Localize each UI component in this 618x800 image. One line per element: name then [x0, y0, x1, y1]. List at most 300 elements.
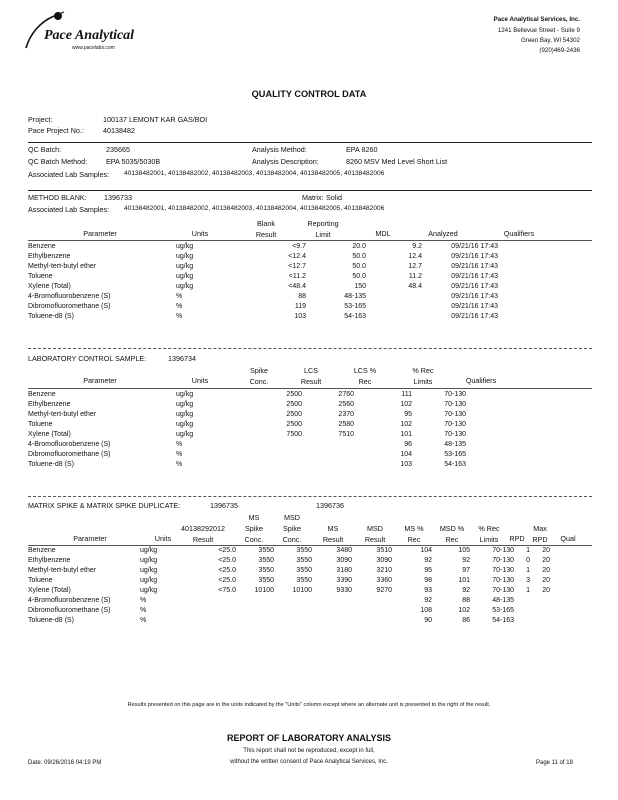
msd-row: [28, 616, 574, 626]
mb-row: [28, 272, 558, 282]
analysis-method-label: Analysis Method:: [252, 145, 307, 154]
qc-batch-value: 235665: [106, 145, 130, 154]
company-address-2: Green Bay, WI 54302: [520, 37, 580, 44]
logo-url: www.pacelabs.com: [72, 45, 115, 51]
mb-header-qualifiers: Qualifiers: [503, 229, 535, 238]
mb-cell: 09/21/16 17:43: [451, 243, 498, 250]
mb-cell: 103: [294, 313, 306, 320]
msd-cell: 90: [424, 617, 432, 624]
lcs-cell: 2580: [338, 421, 354, 428]
lcs-cell: 53-165: [444, 451, 466, 458]
msd-cell: ug/kg: [140, 557, 158, 564]
page-number: Page 11 of 18: [536, 760, 573, 766]
msd-table: [28, 546, 574, 626]
lcs-header-parameter: Parameter: [83, 376, 117, 385]
lcs-cell: Xylene (Total): [28, 431, 71, 438]
msd-cell: 20: [542, 567, 550, 574]
mb-cell: 09/21/16 17:43: [451, 253, 498, 260]
msd-header-rec-limits: % Rec Limits: [478, 524, 500, 544]
msd-cell: [312, 596, 352, 606]
lcs-cell: [302, 440, 354, 450]
msd-header-parameter: Parameter: [73, 534, 107, 543]
lcs-cell: Toluene: [28, 421, 53, 428]
msd-row: [28, 556, 574, 566]
mb-cell: 150: [354, 283, 366, 290]
lcs-cell: 111: [401, 391, 412, 398]
msd-cell: [194, 606, 236, 616]
mb-cell: 09/21/16 17:43: [451, 283, 498, 290]
analysis-description-value: 8260 MSV Med Level Short List: [346, 157, 448, 166]
qc-batch-label: QC Batch:: [28, 145, 62, 154]
msd-cell: [274, 616, 312, 626]
mb-cell: Toluene: [28, 273, 53, 280]
mb-cell: 53-165: [344, 303, 366, 310]
msd-cell: Toluene-d8 (S): [28, 617, 74, 624]
msd-cell: [194, 616, 236, 626]
msd-header-rpd: RPD: [509, 534, 525, 543]
mb-cell: 54-163: [344, 313, 366, 320]
mb-cell: <12.7: [288, 263, 306, 270]
lcs-row: [28, 450, 526, 460]
msd-cell: [550, 566, 574, 576]
lcs-cell: [466, 460, 526, 470]
lcs-cell: 2500: [286, 421, 302, 428]
msd-row: [28, 606, 574, 616]
matrix-value: Solid: [326, 193, 342, 202]
msd-cell: 3180: [336, 567, 352, 574]
mb-cell: 12.4: [408, 253, 422, 260]
analysis-description-label: Analysis Description:: [252, 157, 319, 166]
header-rule: [28, 240, 592, 241]
mb-cell: [498, 242, 558, 252]
msd-cell: ug/kg: [140, 577, 158, 584]
lcs-cell: %: [176, 441, 183, 448]
msd-cell: Methyl-tert-butyl ether: [28, 567, 97, 574]
msd-cell: 3550: [296, 557, 312, 564]
mb-cell: ug/kg: [176, 283, 194, 290]
msd-cell: 53-165: [492, 607, 514, 614]
lcs-cell: 7510: [338, 431, 354, 438]
msd-cell: 101: [458, 577, 470, 584]
msd-cell: [312, 616, 352, 626]
msd-cell: 97: [462, 567, 470, 574]
msd-cell: [194, 596, 236, 606]
mb-cell: 9.2: [412, 243, 422, 250]
lcs-header-spike-conc: Spike Conc.: [249, 366, 269, 386]
mb-header-analyzed: Analyzed: [428, 229, 458, 238]
page-title: QUALITY CONTROL DATA: [251, 89, 367, 99]
msd-cell: ug/kg: [140, 547, 158, 554]
company-name: Pace Analytical Services, Inc.: [493, 16, 580, 23]
lcs-cell: [466, 410, 526, 420]
msd-cell: 3550: [296, 577, 312, 584]
lcs-header-qualifiers: Qualifiers: [465, 376, 497, 385]
mb-cell: [498, 272, 558, 282]
method-blank-label: METHOD BLANK:: [28, 193, 87, 202]
mb-cell: <9.7: [292, 243, 306, 250]
divider: [28, 142, 592, 143]
company-logo: [20, 8, 140, 54]
mb-cell: Ethylbenzene: [28, 253, 71, 260]
lcs-cell: ug/kg: [176, 431, 194, 438]
msd-cell: 1: [526, 547, 530, 554]
lcs-cell: 2560: [338, 401, 354, 408]
msd-header-msd-spike: MSD Spike Conc.: [282, 513, 302, 544]
msd-cell: Xylene (Total): [28, 587, 71, 594]
msd-cell: 98: [424, 577, 432, 584]
msd-cell: 54-163: [492, 617, 514, 624]
ms-id: 1396735: [210, 501, 238, 510]
msd-cell: [550, 556, 574, 566]
mb-cell: 09/21/16 17:43: [451, 263, 498, 270]
msd-cell: Ethylbenzene: [28, 557, 71, 564]
lcs-cell: Dibromofluoromethane (S): [28, 451, 111, 458]
msd-cell: 3550: [296, 567, 312, 574]
msd-cell: [352, 606, 392, 616]
lcs-header-lcs-rec: LCS % Rec: [353, 366, 377, 386]
msd-cell: 95: [424, 567, 432, 574]
mb-header-blank-result: Blank Result: [255, 219, 277, 239]
msd-cell: 3360: [376, 577, 392, 584]
msd-cell: [550, 616, 574, 626]
msd-cell: [274, 596, 312, 606]
project-value: 100137 LEMONT KAR GAS/BOI: [103, 115, 208, 124]
msd-cell: 1: [526, 587, 530, 594]
mb-cell: 20.0: [352, 243, 366, 250]
msd-row: [28, 576, 574, 586]
msd-cell: [236, 596, 274, 606]
lcs-row: [28, 400, 526, 410]
mb-cell: [498, 252, 558, 262]
msd-row: [28, 546, 574, 556]
msd-cell: 3550: [258, 547, 274, 554]
mb-cell: 12.7: [408, 263, 422, 270]
mb-header-parameter: Parameter: [83, 229, 117, 238]
mb-cell: ug/kg: [176, 243, 194, 250]
msd-cell: [352, 616, 392, 626]
msd-cell: [514, 596, 530, 606]
method-blank-id: 1396733: [104, 193, 132, 202]
mb-cell: [498, 292, 558, 302]
lcs-cell: %: [176, 451, 183, 458]
msd-cell: [274, 606, 312, 616]
msd-cell: 70-130: [492, 547, 514, 554]
msd-cell: [550, 606, 574, 616]
msd-cell: [236, 616, 274, 626]
lcs-header-lcs-result: LCS Result: [300, 366, 322, 386]
mb-cell: 50.0: [352, 253, 366, 260]
mb-row: [28, 252, 558, 262]
lcs-cell: ug/kg: [176, 401, 194, 408]
msd-cell: 108: [420, 607, 432, 614]
method-blank-table: [28, 242, 558, 322]
mb-cell: 09/21/16 17:43: [451, 313, 498, 320]
mb-cell: <48.4: [288, 283, 306, 290]
associated-samples-value: 40138482001, 40138482002, 40138482003, 40138482004, 40138482005, 40138482006: [124, 170, 385, 177]
msd-cell: 48-135: [492, 597, 514, 604]
msd-cell: 70-130: [492, 587, 514, 594]
mb-associated-samples-value: 40138482001, 40138482002, 40138482003, 40138482004, 40138482005, 40138482006: [124, 205, 385, 212]
msd-cell: [530, 606, 550, 616]
mb-cell: [498, 312, 558, 322]
mb-cell: <11.2: [288, 273, 306, 280]
msd-cell: Dibromofluoromethane (S): [28, 607, 111, 614]
msd-cell: <25.0: [218, 577, 236, 584]
msd-header-qual: Qual: [560, 534, 576, 543]
msd-row: [28, 566, 574, 576]
msd-cell: 70-130: [492, 557, 514, 564]
msd-cell: [236, 606, 274, 616]
mb-cell: 50.0: [352, 273, 366, 280]
msd-cell: 102: [458, 607, 470, 614]
msd-cell: [530, 616, 550, 626]
mb-cell: 11.2: [408, 273, 422, 280]
msd-cell: <75.0: [218, 587, 236, 594]
associated-samples-label: Associated Lab Samples:: [28, 170, 110, 179]
pace-project-value: 40138482: [103, 126, 135, 135]
mb-cell: [366, 312, 422, 322]
mb-cell: %: [176, 303, 183, 310]
mb-cell: Toluene-d8 (S): [28, 313, 74, 320]
units-note: Results presented on this page are in the units indicated by the "Units" column except where an alternate unit is presented to the right of the result.: [127, 702, 491, 708]
project-label: Project:: [28, 115, 53, 124]
mb-cell: 4-Bromofluorobenzene (S): [28, 293, 111, 300]
lcs-cell: ug/kg: [176, 391, 194, 398]
msd-cell: 105: [458, 547, 470, 554]
lcs-cell: ug/kg: [176, 411, 194, 418]
msd-cell: 92: [424, 557, 432, 564]
mb-cell: [366, 292, 422, 302]
qc-batch-method-label: QC Batch Method:: [28, 157, 88, 166]
lcs-cell: 101: [400, 431, 412, 438]
msd-header-units: Units: [154, 534, 172, 543]
mb-row: [28, 262, 558, 272]
msd-cell: %: [140, 607, 147, 614]
msd-cell: 3550: [296, 547, 312, 554]
mb-cell: ug/kg: [176, 253, 194, 260]
msd-cell: 20: [542, 557, 550, 564]
msd-cell: [550, 576, 574, 586]
company-phone: (920)469-2436: [539, 47, 580, 54]
msd-cell: 104: [420, 547, 432, 554]
lcs-cell: 95: [404, 411, 412, 418]
msd-cell: [312, 606, 352, 616]
lcs-cell: 103: [400, 461, 412, 468]
msd-cell: [514, 606, 530, 616]
lcs-cell: [466, 400, 526, 410]
lcs-cell: 70-130: [444, 431, 466, 438]
msd-cell: 0: [526, 557, 530, 564]
lcs-cell: Benzene: [28, 391, 56, 398]
lcs-cell: 70-130: [444, 391, 466, 398]
header-rule: [28, 388, 592, 389]
msd-cell: 20: [542, 547, 550, 554]
mb-cell: %: [176, 313, 183, 320]
mb-cell: 48.4: [408, 283, 422, 290]
msd-label: MATRIX SPIKE & MATRIX SPIKE DUPLICATE:: [28, 501, 181, 510]
lcs-cell: 70-130: [444, 411, 466, 418]
lcs-cell: Toluene-d8 (S): [28, 461, 74, 468]
msd-cell: ug/kg: [140, 567, 158, 574]
lcs-header-rec-limits: % Rec Limits: [412, 366, 434, 386]
msd-cell: %: [140, 617, 147, 624]
msd-id: 1396736: [316, 501, 344, 510]
lcs-cell: [466, 420, 526, 430]
lcs-row: [28, 410, 526, 420]
matrix-label: Matrix:: [302, 193, 324, 202]
msd-cell: 20: [542, 587, 550, 594]
msd-header-sample-result: 40138292012 Result: [181, 524, 225, 544]
msd-cell: [514, 616, 530, 626]
mb-cell: 50.0: [352, 263, 366, 270]
msd-cell: <25.0: [218, 557, 236, 564]
reproduction-note-1: This report shall not be reproduced, except in full,: [243, 748, 375, 754]
divider: [28, 496, 592, 497]
msd-header-max-rpd: Max RPD: [532, 524, 548, 544]
msd-cell: 3: [526, 577, 530, 584]
mb-cell: ug/kg: [176, 263, 194, 270]
lcs-row: [28, 440, 526, 450]
msd-cell: 4-Bromofluorobenzene (S): [28, 597, 111, 604]
msd-cell: [550, 546, 574, 556]
lcs-label: LABORATORY CONTROL SAMPLE:: [28, 354, 147, 363]
lcs-cell: ug/kg: [176, 421, 194, 428]
lcs-cell: Ethylbenzene: [28, 401, 71, 408]
msd-cell: Benzene: [28, 547, 56, 554]
mb-cell: <12.4: [288, 253, 306, 260]
logo-text: Pace Analytical: [44, 28, 135, 43]
msd-cell: [550, 586, 574, 596]
lcs-cell: [466, 390, 526, 400]
msd-cell: 10100: [292, 587, 312, 594]
lcs-cell: 2500: [286, 391, 302, 398]
lcs-cell: 7500: [286, 431, 302, 438]
msd-cell: [550, 596, 574, 606]
lcs-cell: 102: [400, 421, 412, 428]
lcs-cell: [232, 450, 302, 460]
lcs-cell: 70-130: [444, 421, 466, 428]
msd-cell: 3550: [258, 557, 274, 564]
msd-header-ms-rec: MS % Rec: [404, 524, 424, 544]
msd-cell: 86: [462, 617, 470, 624]
company-address-1: 1241 Bellevue Street - Suite 9: [497, 27, 580, 34]
msd-cell: 3550: [258, 567, 274, 574]
msd-cell: ug/kg: [140, 587, 158, 594]
mb-row: [28, 282, 558, 292]
msd-row: [28, 596, 574, 606]
reproduction-note-2: without the written consent of Pace Analytical Services, Inc.: [230, 759, 388, 765]
qc-batch-method-value: EPA 5035/5030B: [106, 157, 161, 166]
mb-cell: Dibromofluoromethane (S): [28, 303, 111, 310]
mb-cell: [498, 282, 558, 292]
lcs-cell: 54-163: [444, 461, 466, 468]
lcs-cell: 102: [400, 401, 412, 408]
mb-header-units: Units: [191, 229, 209, 238]
msd-cell: 3210: [376, 567, 392, 574]
msd-cell: 3090: [376, 557, 392, 564]
msd-cell: 10100: [254, 587, 274, 594]
mb-cell: 88: [298, 293, 306, 300]
lcs-cell: Methyl-tert-butyl ether: [28, 411, 97, 418]
mb-cell: [366, 302, 422, 312]
msd-cell: 92: [462, 557, 470, 564]
mb-cell: ug/kg: [176, 273, 194, 280]
lcs-cell: %: [176, 461, 183, 468]
lcs-cell: [232, 460, 302, 470]
lcs-cell: [302, 460, 354, 470]
msd-header-ms-result: MS Result: [322, 524, 344, 544]
mb-cell: %: [176, 293, 183, 300]
analysis-method-value: EPA 8260: [346, 145, 378, 154]
mb-cell: 09/21/16 17:43: [451, 303, 498, 310]
mb-row: [28, 242, 558, 252]
msd-cell: 3550: [258, 577, 274, 584]
lcs-row: [28, 460, 526, 470]
msd-cell: 3390: [336, 577, 352, 584]
msd-cell: <25.0: [218, 567, 236, 574]
lcs-id: 1396734: [168, 354, 196, 363]
lcs-cell: 2500: [286, 411, 302, 418]
msd-cell: 3480: [336, 547, 352, 554]
mb-cell: 119: [294, 303, 306, 310]
mb-cell: Xylene (Total): [28, 283, 71, 290]
msd-cell: 9270: [376, 587, 392, 594]
lcs-cell: [232, 440, 302, 450]
pace-project-label: Pace Project No.:: [28, 126, 84, 135]
lcs-cell: [466, 450, 526, 460]
mb-row: [28, 312, 558, 322]
mb-cell: [498, 302, 558, 312]
mb-cell: 48-135: [344, 293, 366, 300]
lcs-cell: [466, 430, 526, 440]
divider: [28, 190, 592, 191]
lcs-cell: 2760: [338, 391, 354, 398]
mb-row: [28, 302, 558, 312]
mb-cell: Benzene: [28, 243, 56, 250]
msd-row: [28, 586, 574, 596]
msd-header-msd-result: MSD Result: [364, 524, 386, 544]
lcs-table: [28, 390, 526, 470]
msd-cell: Toluene: [28, 577, 53, 584]
lcs-cell: 104: [400, 451, 412, 458]
lcs-cell: 2370: [338, 411, 354, 418]
mb-cell: 09/21/16 17:43: [451, 273, 498, 280]
lcs-row: [28, 390, 526, 400]
msd-cell: 70-130: [492, 577, 514, 584]
msd-cell: <25.0: [218, 547, 236, 554]
report-date: Date: 09/26/2016 04:19 PM: [28, 760, 102, 766]
lcs-cell: 70-130: [444, 401, 466, 408]
lcs-cell: 2500: [286, 401, 302, 408]
msd-cell: 3510: [376, 547, 392, 554]
divider: [28, 348, 592, 349]
msd-cell: 93: [424, 587, 432, 594]
mb-cell: [498, 262, 558, 272]
mb-row: [28, 292, 558, 302]
lcs-row: [28, 420, 526, 430]
msd-cell: 92: [462, 587, 470, 594]
mb-cell: Methyl-tert-butyl ether: [28, 263, 97, 270]
msd-cell: 88: [462, 597, 470, 604]
msd-header-msd-rec: MSD % Rec: [439, 524, 465, 544]
lcs-cell: 4-Bromofluorobenzene (S): [28, 441, 111, 448]
mb-cell: 09/21/16 17:43: [451, 293, 498, 300]
lcs-header-units: Units: [191, 376, 209, 385]
msd-cell: 3090: [336, 557, 352, 564]
msd-cell: 70-130: [492, 567, 514, 574]
lcs-row: [28, 430, 526, 440]
lcs-cell: 48-135: [444, 441, 466, 448]
